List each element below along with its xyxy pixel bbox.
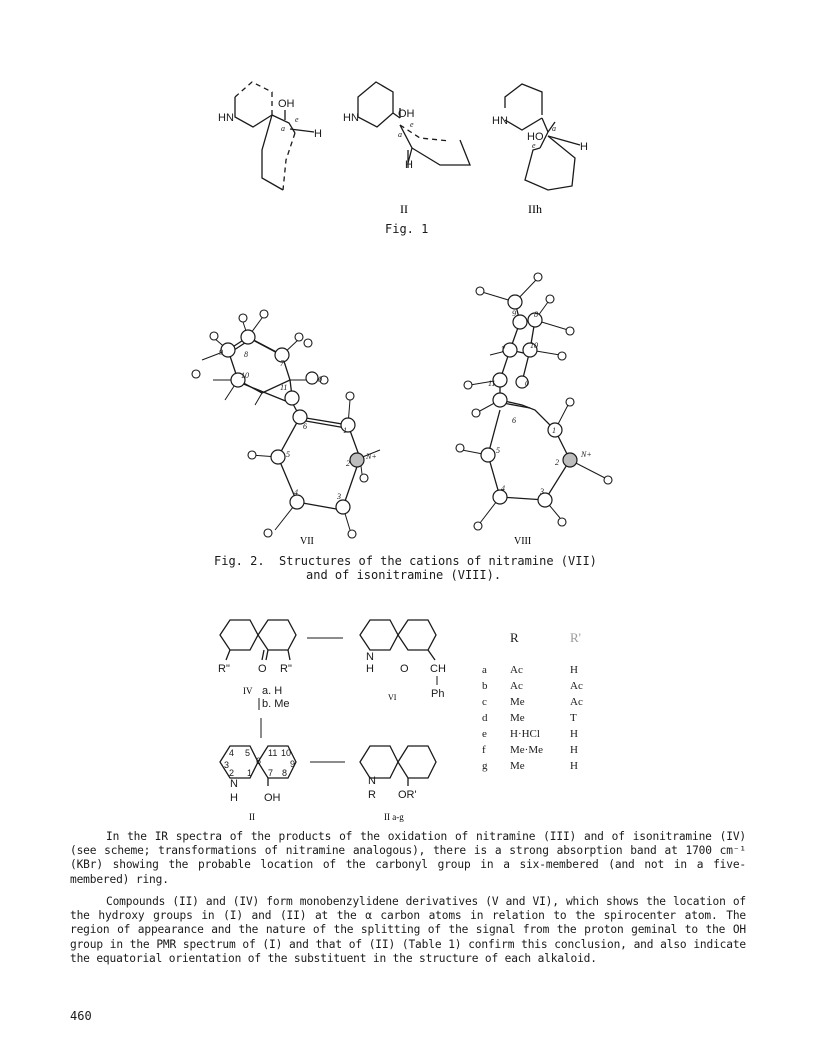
vii-n-plus: N+: [366, 452, 377, 461]
vii-num-3: 3: [337, 492, 341, 501]
iv-b: b. Me: [262, 698, 290, 710]
fig1-s3-ho: HO: [527, 131, 544, 143]
iv-label: IV: [243, 686, 253, 696]
vii-num-11: 11: [280, 383, 288, 392]
viii-num-10: 10: [530, 341, 538, 350]
vii-num-8: 8: [244, 350, 248, 359]
ii-n: N: [230, 778, 238, 790]
page-number: 460: [70, 1009, 92, 1023]
fig1-s3-e: e: [532, 141, 536, 150]
fig2-vii-model: [192, 310, 380, 547]
row-key: c: [482, 696, 487, 708]
viii-num-5: 5: [496, 446, 500, 455]
scheme-drawing: [0, 600, 816, 830]
vi-ph: Ph: [431, 688, 445, 700]
row-key: e: [482, 728, 487, 740]
table-row: [482, 662, 600, 678]
fig1-s2-a: a: [398, 130, 402, 139]
fig1-s3-a: a: [552, 124, 556, 133]
ii-num-5: 5: [245, 748, 251, 758]
table-row: [482, 758, 600, 774]
iv-a: a. H: [262, 685, 283, 697]
paragraph-1: In the IR spectra of the products of the oxidation of nitramine (III) and of isonitramine (IV) (see scheme; transformations of nitramine analogous), there is a strong absorption band at 1700 cm⁻¹ (KBr) showing the probable location of the carbonyl group in a six-membered (and not in a five-membered) ring.: [70, 830, 746, 886]
viii-num-11: 11: [488, 379, 496, 388]
table-row: [482, 694, 600, 710]
table-header-row: [482, 630, 600, 646]
viii-num-8: 8: [534, 310, 538, 319]
fig2-label-viii: VIII: [514, 536, 532, 547]
viii-num-2: 2: [555, 458, 559, 467]
fig1-s1-h: H: [314, 128, 322, 140]
ii-num-2: 2: [229, 768, 235, 778]
vi-ch: CH: [430, 663, 446, 675]
fig1-s1-oh: OH: [278, 98, 295, 110]
ii-num-6: 6: [256, 756, 262, 766]
vii-num-4: 4: [294, 488, 298, 497]
table-row: [482, 678, 600, 694]
iv-r: R": [280, 663, 292, 675]
vii-num-2: 2: [346, 459, 350, 468]
ii-h: H: [230, 792, 238, 804]
scheme-iv: [218, 620, 296, 738]
row-r: Me: [510, 760, 525, 772]
viii-num-1: 1: [552, 426, 556, 435]
figure-2: [0, 260, 816, 590]
table-row: [482, 726, 600, 742]
fig1-s2-oh: OH: [398, 108, 415, 120]
fig1-label-iih: IIh: [528, 202, 542, 216]
row-r-prime: H: [570, 728, 578, 740]
viii-num-4: 4: [501, 484, 505, 493]
iia-n: N: [368, 775, 376, 787]
row-r-prime: Ac: [570, 680, 583, 692]
table-header-r-prime: R': [570, 630, 582, 645]
fig1-s1-e: e: [295, 115, 299, 124]
row-key: d: [482, 712, 488, 724]
fig1-s1-hn: HN: [218, 112, 234, 124]
fig1-caption: Fig. 1: [385, 222, 429, 236]
row-key: g: [482, 760, 488, 772]
vii-num-7: 7: [280, 359, 284, 368]
vi-n: N: [366, 651, 374, 663]
row-key: f: [482, 744, 486, 756]
fig1-s2-h: H: [405, 159, 413, 171]
vii-num-9: 9: [219, 348, 223, 357]
viii-n-plus: N+: [581, 450, 592, 459]
row-r-prime: H: [570, 760, 578, 772]
ii-oh: OH: [264, 792, 281, 804]
fig1-s1-a: a: [281, 124, 285, 133]
row-key: a: [482, 664, 487, 676]
scheme: [0, 600, 816, 830]
figure-2-drawing: [0, 260, 816, 590]
fig1-s3-hn: HN: [492, 115, 508, 127]
fig1-s3-h: H: [580, 141, 588, 153]
iia-label: II a-g: [384, 812, 404, 822]
fig1-s2-e: e: [410, 120, 414, 129]
substituent-table: [482, 630, 600, 774]
row-key: b: [482, 680, 488, 692]
viii-num-6: 6: [512, 416, 516, 425]
row-r: Me: [510, 696, 525, 708]
ii-num-9: 9: [290, 759, 296, 769]
ii-num-3: 3: [224, 760, 230, 770]
iia-r: R: [368, 789, 376, 801]
ii-num-4: 4: [229, 748, 235, 758]
vi-label: VI: [388, 693, 397, 702]
table-header-r: R: [510, 630, 519, 645]
row-r-prime: H: [570, 664, 578, 676]
row-r-prime: Ac: [570, 696, 583, 708]
scheme-vi: [360, 620, 446, 702]
fig1-label-ii: II: [400, 202, 408, 216]
viii-num-9: 9: [512, 309, 516, 318]
fig2-caption-line2: and of isonitramine (VIII).: [306, 568, 502, 582]
vii-num-10: 10: [241, 371, 249, 380]
iv-r2: R": [218, 663, 230, 675]
figure-1-drawing: [0, 0, 816, 250]
vi-o: O: [400, 663, 409, 675]
row-r: Ac: [510, 680, 523, 692]
ii-num-1: 1: [247, 768, 253, 778]
vii-num-5: 5: [286, 450, 290, 459]
row-r-prime: H: [570, 744, 578, 756]
fig1-s2-hn: HN: [343, 112, 359, 124]
table-row: [482, 710, 600, 726]
fig1-structure-1: [218, 82, 322, 190]
table-row: [482, 742, 600, 758]
iia-or: OR': [398, 789, 417, 801]
vii-num-6: 6: [303, 422, 307, 431]
ii-label: II: [249, 812, 255, 822]
ii-num-7: 7: [268, 768, 274, 778]
viii-num-3: 3: [540, 487, 544, 496]
scheme-iia-g: [360, 746, 436, 822]
fig1-structure-2: [343, 82, 470, 216]
scheme-ii: [220, 746, 296, 822]
fig2-caption-line1: Fig. 2. Structures of the cations of nitramine (VII): [214, 554, 597, 568]
iv-o: O: [258, 663, 267, 675]
row-r: Ac: [510, 664, 523, 676]
ii-num-11: 11: [268, 748, 278, 758]
row-r-prime: T: [570, 712, 577, 724]
fig2-label-vii: VII: [300, 536, 314, 547]
ii-num-8: 8: [282, 768, 288, 778]
vii-num-o: 0: [318, 375, 322, 384]
row-r: H·HCl: [510, 728, 540, 740]
viii-num-o: 0: [525, 379, 529, 388]
row-r: Me: [510, 712, 525, 724]
vii-num-1: 1: [343, 426, 347, 435]
paragraph-2: Compounds (II) and (IV) form monobenzylidene derivatives (V and VI), which shows the location of the hydroxy groups in (I) and (II) at the α carbon atoms in relation to the spirocenter atom. The region of appearance and the nature of the splitting of the signal from the proton geminal to the OH group in the PMR spectrum of (I) and that of (II) (Table 1) confirm this conclusion, and also indicate the equatorial orientation of the substituent in the structure of each alkaloid.: [70, 895, 746, 965]
figure-1: [0, 0, 816, 250]
viii-num-7: 7: [501, 345, 505, 354]
ii-num-10: 10: [281, 748, 292, 758]
fig1-structure-3: [492, 84, 588, 216]
row-r: Me·Me: [510, 744, 543, 756]
vi-h: H: [366, 663, 374, 675]
fig2-viii-model: [456, 273, 612, 547]
